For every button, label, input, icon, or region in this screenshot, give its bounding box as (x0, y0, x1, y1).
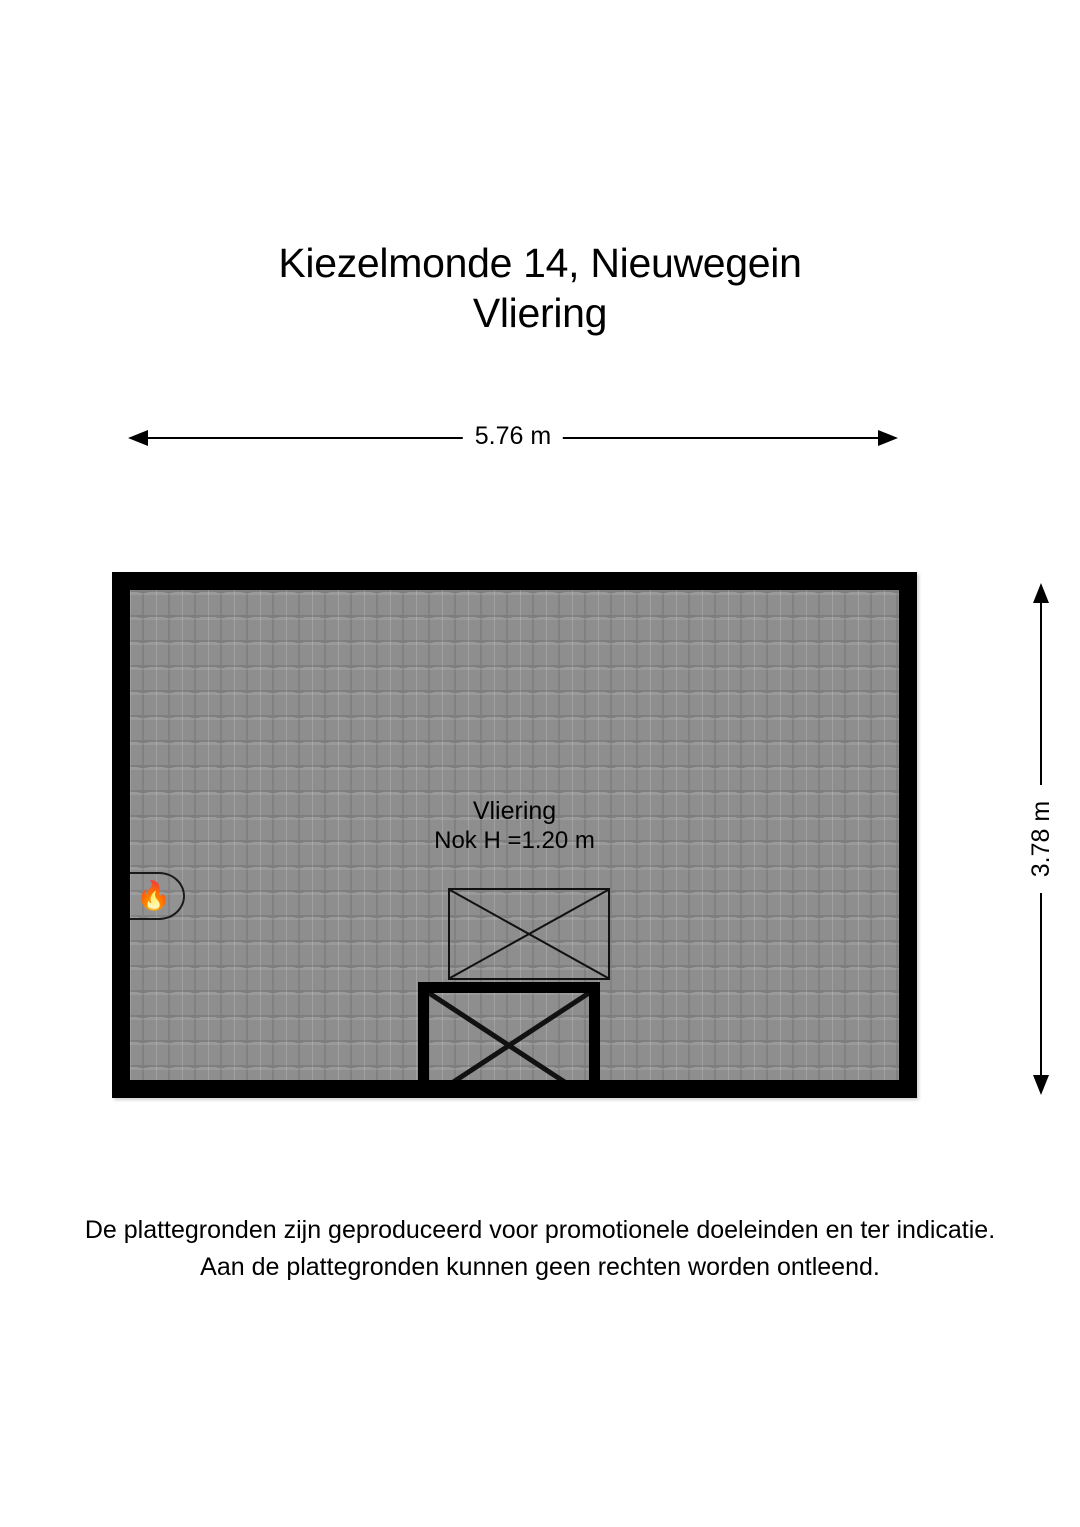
width-dimension-label: 5.76 m (463, 420, 563, 452)
height-dimension (1027, 583, 1055, 1095)
height-dimension-label: 3.78 m (1025, 789, 1057, 889)
page-title (0, 238, 1080, 338)
cross-lines-thick-icon (429, 993, 589, 1080)
dimension-line-bottom (1040, 893, 1042, 1083)
property-address: Kiezelmonde 14, Nieuwegein (278, 240, 802, 286)
fireplace-element (130, 872, 185, 920)
dimension-line-left (140, 437, 470, 439)
disclaimer (0, 1212, 1080, 1286)
room-name: Vliering (472, 797, 557, 825)
flame-icon: 🔥 (136, 880, 171, 911)
roof-opening (448, 888, 610, 980)
dimension-line-right (556, 437, 886, 439)
disclaimer-line-2: Aan de plattegronden kunnen geen rechten worden ontleend. (200, 1253, 880, 1281)
floor-plan (112, 572, 917, 1098)
attic-floor-area (130, 590, 899, 1080)
disclaimer-line-1: De plattegronden zijn geproduceerd voor promotionele doeleinden en ter indicatie. (84, 1216, 996, 1244)
room-label (130, 796, 899, 856)
width-dimension (128, 422, 898, 450)
arrow-right-icon (878, 430, 898, 446)
room-ridge-height: Nok H =1.20 m (434, 827, 595, 854)
floor-name: Vliering (472, 290, 608, 336)
arrow-down-icon (1033, 1075, 1049, 1095)
dimension-line-top (1040, 595, 1042, 785)
cross-lines-icon (450, 890, 608, 978)
stair-opening (418, 982, 600, 1080)
